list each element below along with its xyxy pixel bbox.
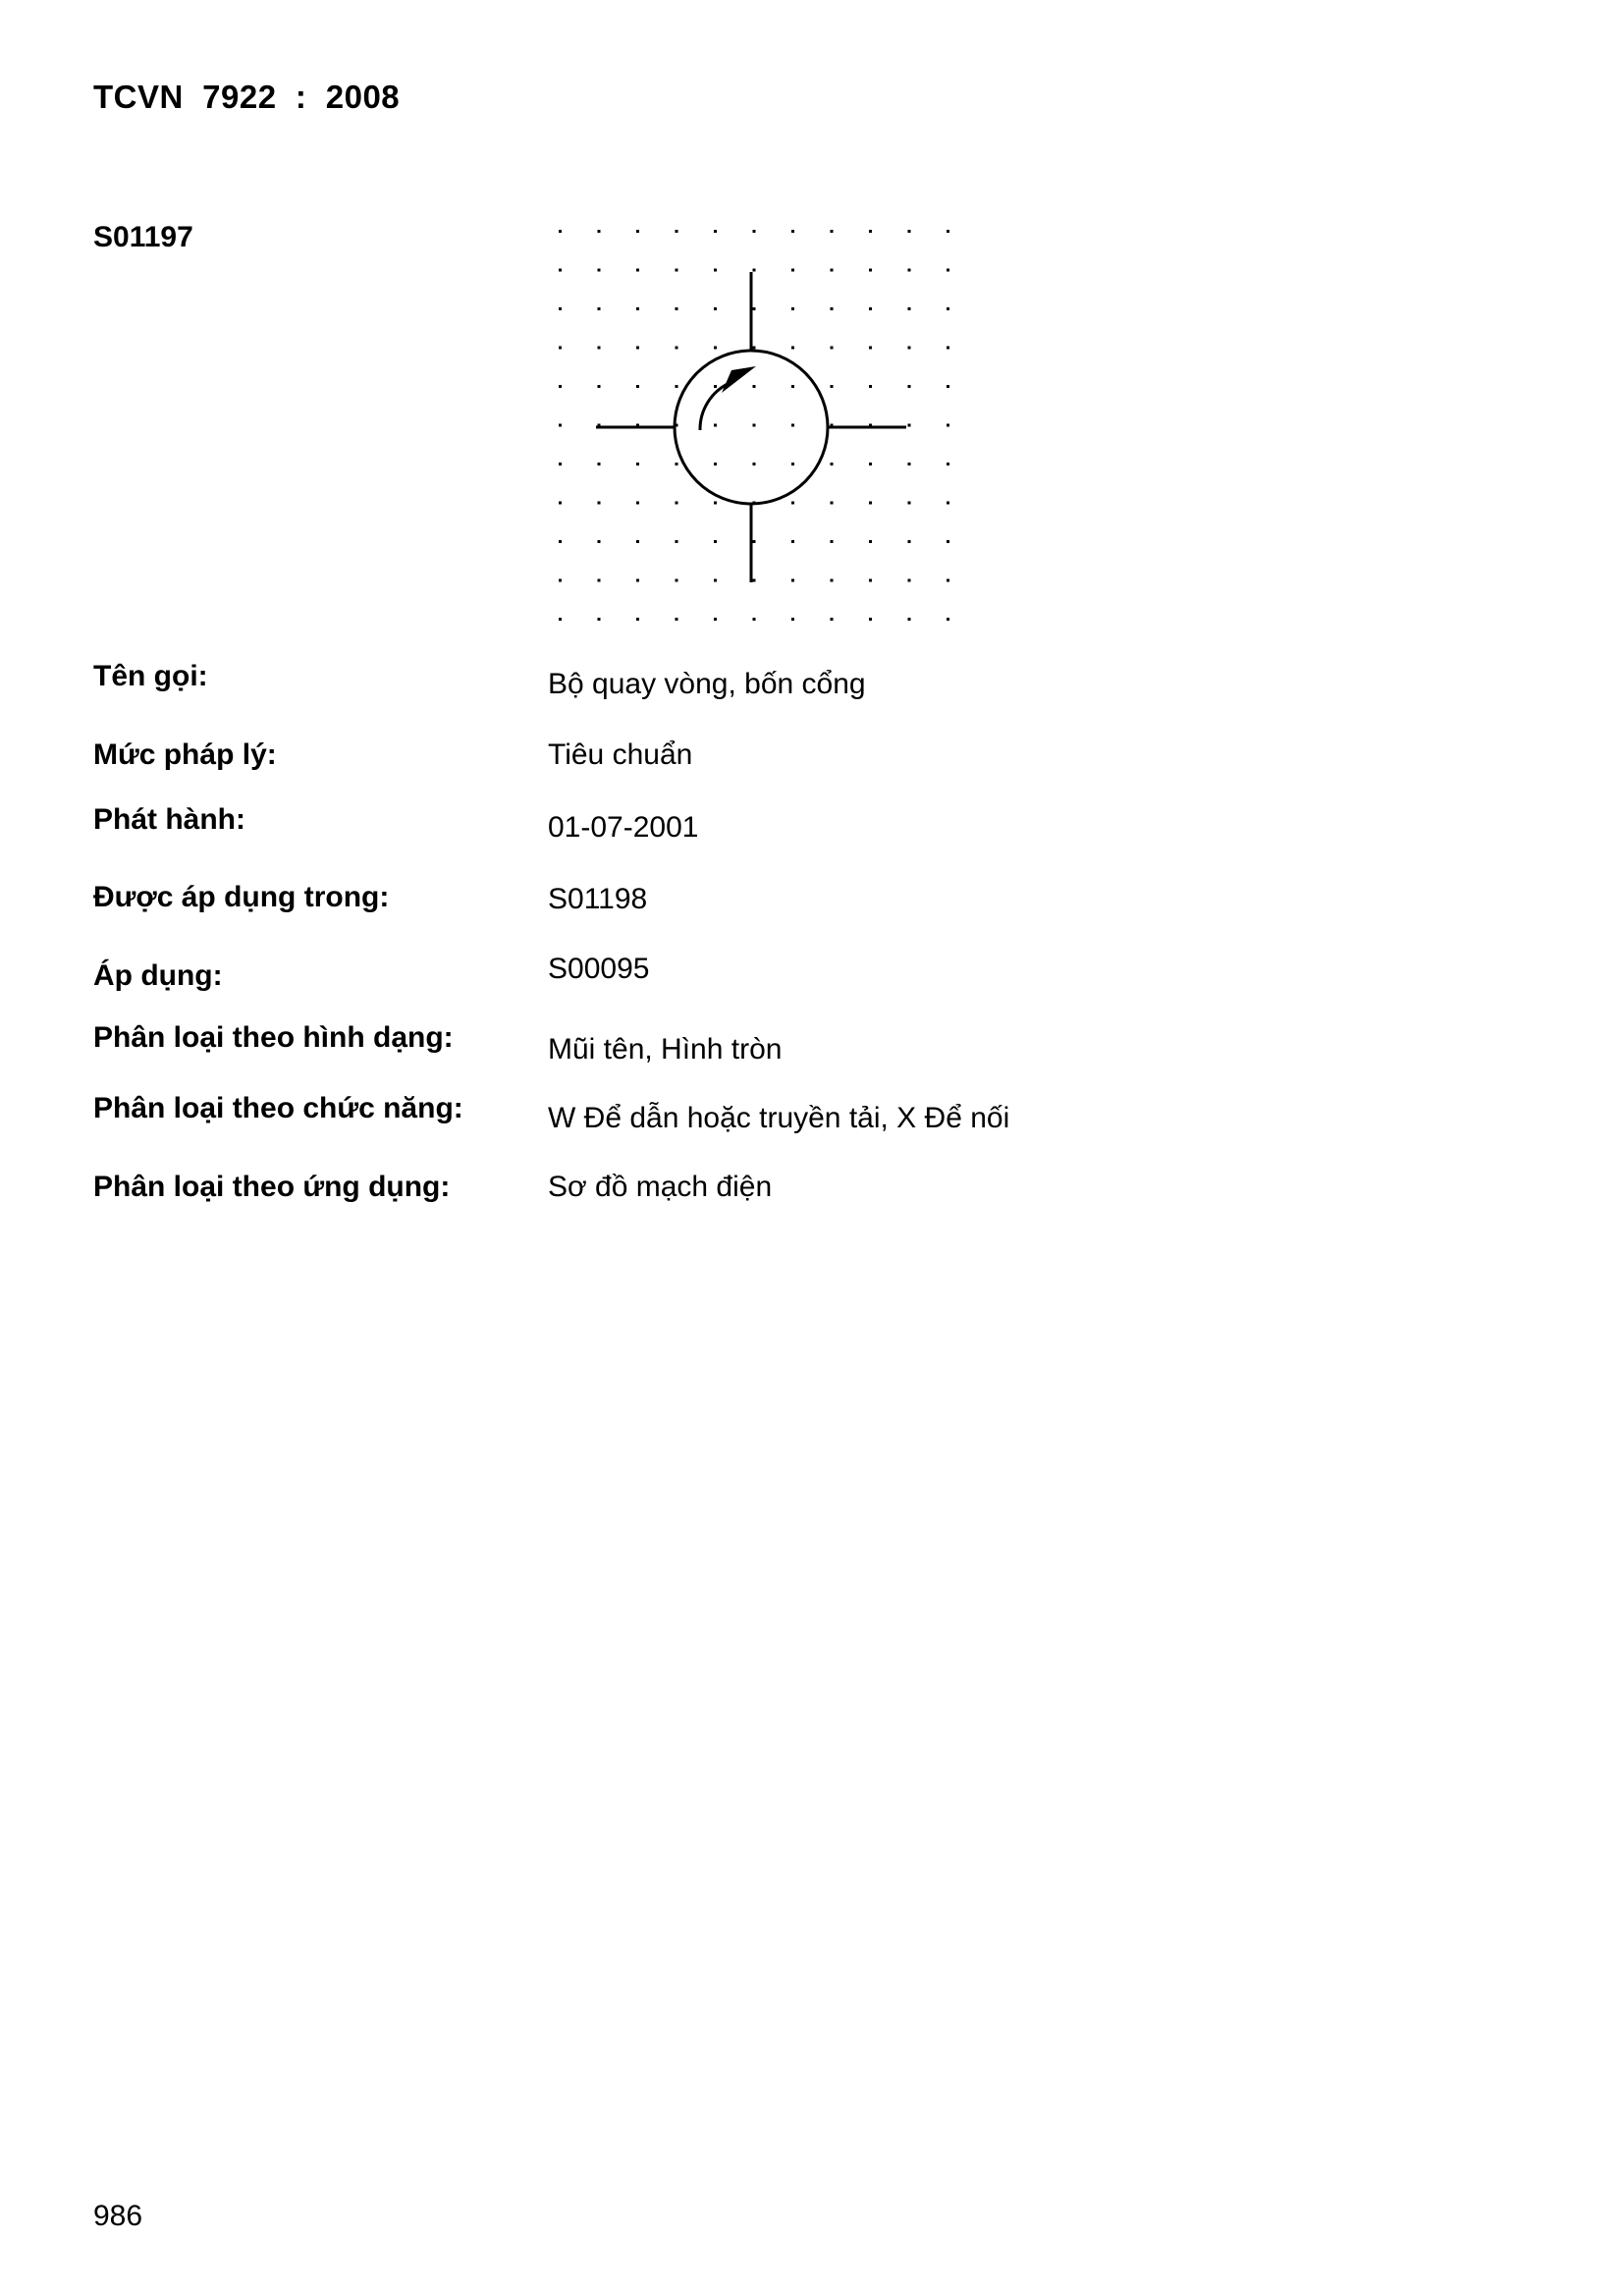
grid-dot xyxy=(753,618,756,621)
grid-dot xyxy=(908,618,911,621)
grid-dot xyxy=(714,385,717,388)
grid-dot xyxy=(869,618,872,621)
circle-shape xyxy=(675,351,828,504)
grid-dot xyxy=(831,269,834,272)
grid-dot xyxy=(598,463,601,465)
field-value: S00095 xyxy=(548,953,650,985)
grid-dot xyxy=(676,385,678,388)
grid-dot xyxy=(908,230,911,233)
grid-dot xyxy=(676,618,678,621)
grid-dot xyxy=(908,579,911,582)
grid-dot xyxy=(598,502,601,505)
grid-dot xyxy=(559,347,562,350)
grid-dot xyxy=(791,347,794,350)
grid-dot xyxy=(676,502,678,505)
field-value: 01-07-2001 xyxy=(548,811,699,844)
grid-dot xyxy=(676,579,678,582)
grid-dot xyxy=(598,269,601,272)
grid-dot xyxy=(636,463,639,465)
grid-dot xyxy=(598,347,601,350)
grid-dot xyxy=(791,269,794,272)
field-label: Phân loại theo ứng dụng: xyxy=(93,1171,451,1203)
grid-dot xyxy=(831,502,834,505)
grid-dot xyxy=(636,307,639,310)
field-label: Mức pháp lý: xyxy=(93,738,277,771)
grid-dot xyxy=(831,463,834,465)
grid-dot xyxy=(559,502,562,505)
grid-dot xyxy=(636,618,639,621)
grid-dot xyxy=(908,540,911,543)
arrow-head-icon xyxy=(722,366,756,393)
field-value: Mũi tên, Hình tròn xyxy=(548,1033,783,1066)
grid-dot xyxy=(831,307,834,310)
grid-dot xyxy=(559,230,562,233)
grid-dot xyxy=(947,307,949,310)
grid-dot xyxy=(676,230,678,233)
grid-dot xyxy=(559,424,562,427)
grid-dot xyxy=(947,579,949,582)
grid-dot xyxy=(869,385,872,388)
grid-dot xyxy=(714,230,717,233)
grid-dot xyxy=(714,307,717,310)
grid-dot xyxy=(598,385,601,388)
grid-dot xyxy=(676,463,678,465)
grid-dot xyxy=(598,618,601,621)
grid-dot xyxy=(753,230,756,233)
grid-dot xyxy=(869,540,872,543)
grid-dot xyxy=(791,307,794,310)
grid-dot xyxy=(753,307,756,310)
grid-dot xyxy=(908,269,911,272)
grid-dot xyxy=(559,385,562,388)
symbol-code: S01197 xyxy=(93,221,193,253)
grid-dot xyxy=(831,618,834,621)
grid-dot xyxy=(908,347,911,350)
field-value: Bộ quay vòng, bốn cổng xyxy=(548,668,866,700)
grid-dot xyxy=(598,230,601,233)
grid-dot xyxy=(831,230,834,233)
grid-dot xyxy=(636,540,639,543)
grid-dot xyxy=(869,579,872,582)
grid-dot xyxy=(831,385,834,388)
grid-dot xyxy=(636,230,639,233)
grid-dot xyxy=(831,347,834,350)
grid-dot xyxy=(908,307,911,310)
grid-dot xyxy=(559,579,562,582)
field-value: W Để dẫn hoặc truyền tải, X Để nối xyxy=(548,1102,1010,1134)
grid-dot xyxy=(636,502,639,505)
grid-dot xyxy=(714,502,717,505)
grid-dot xyxy=(676,269,678,272)
field-label: Được áp dụng trong: xyxy=(93,881,390,913)
page-number: 986 xyxy=(93,2200,143,2232)
grid-dot xyxy=(908,463,911,465)
grid-dot xyxy=(869,230,872,233)
grid-dot xyxy=(598,579,601,582)
grid-dot xyxy=(559,269,562,272)
grid-dot xyxy=(714,579,717,582)
grid-dot xyxy=(753,347,756,350)
grid-dot xyxy=(947,540,949,543)
grid-dot xyxy=(947,230,949,233)
grid-dot xyxy=(714,540,717,543)
grid-dot xyxy=(598,540,601,543)
grid-dot xyxy=(947,269,949,272)
grid-dot xyxy=(714,463,717,465)
grid-dot xyxy=(869,269,872,272)
field-value: Tiêu chuẩn xyxy=(548,738,693,771)
grid-dot xyxy=(753,385,756,388)
grid-dot xyxy=(908,424,911,427)
grid-dot xyxy=(559,540,562,543)
grid-dot xyxy=(831,540,834,543)
field-label: Áp dụng: xyxy=(93,959,223,992)
grid-dot xyxy=(753,463,756,465)
grid-dot xyxy=(947,463,949,465)
grid-dot xyxy=(791,463,794,465)
grid-dot xyxy=(753,269,756,272)
grid-dot xyxy=(753,579,756,582)
grid-dot xyxy=(831,579,834,582)
field-label: Phân loại theo chức năng: xyxy=(93,1092,463,1124)
grid-dot xyxy=(753,424,756,427)
grid-dot xyxy=(753,540,756,543)
grid-dot xyxy=(791,540,794,543)
field-value: Sơ đồ mạch điện xyxy=(548,1171,773,1203)
grid-dot xyxy=(869,463,872,465)
grid-dot xyxy=(636,385,639,388)
grid-dot xyxy=(791,579,794,582)
grid-dot xyxy=(908,385,911,388)
grid-dot xyxy=(559,618,562,621)
grid-dot xyxy=(676,347,678,350)
grid-dot xyxy=(947,424,949,427)
grid-dot xyxy=(947,502,949,505)
grid-dot xyxy=(791,230,794,233)
grid-dot xyxy=(908,502,911,505)
grid-dot xyxy=(869,307,872,310)
grid-dot xyxy=(791,618,794,621)
field-label: Phát hành: xyxy=(93,803,245,836)
grid-dot xyxy=(791,385,794,388)
grid-dot xyxy=(714,269,717,272)
grid-dot xyxy=(676,540,678,543)
grid-dot xyxy=(636,579,639,582)
grid-dot xyxy=(714,424,717,427)
field-value: S01198 xyxy=(548,883,648,915)
grid-dot xyxy=(869,502,872,505)
grid-dot xyxy=(598,307,601,310)
grid-dot xyxy=(559,463,562,465)
grid-dot xyxy=(714,618,717,621)
standard-header: TCVN 7922 : 2008 xyxy=(93,79,401,115)
grid-dot xyxy=(947,618,949,621)
grid-dot xyxy=(791,424,794,427)
grid-dot xyxy=(947,347,949,350)
grid-dot xyxy=(869,347,872,350)
grid-dot xyxy=(559,307,562,310)
grid-dots xyxy=(559,230,949,621)
grid-dot xyxy=(636,347,639,350)
grid-dot xyxy=(714,347,717,350)
field-label: Phân loại theo hình dạng: xyxy=(93,1021,454,1054)
four-port-circulator-symbol-icon xyxy=(545,216,957,629)
field-label: Tên gọi: xyxy=(93,660,208,692)
grid-dot xyxy=(636,269,639,272)
grid-dot xyxy=(791,502,794,505)
grid-dot xyxy=(947,385,949,388)
grid-dot xyxy=(676,307,678,310)
